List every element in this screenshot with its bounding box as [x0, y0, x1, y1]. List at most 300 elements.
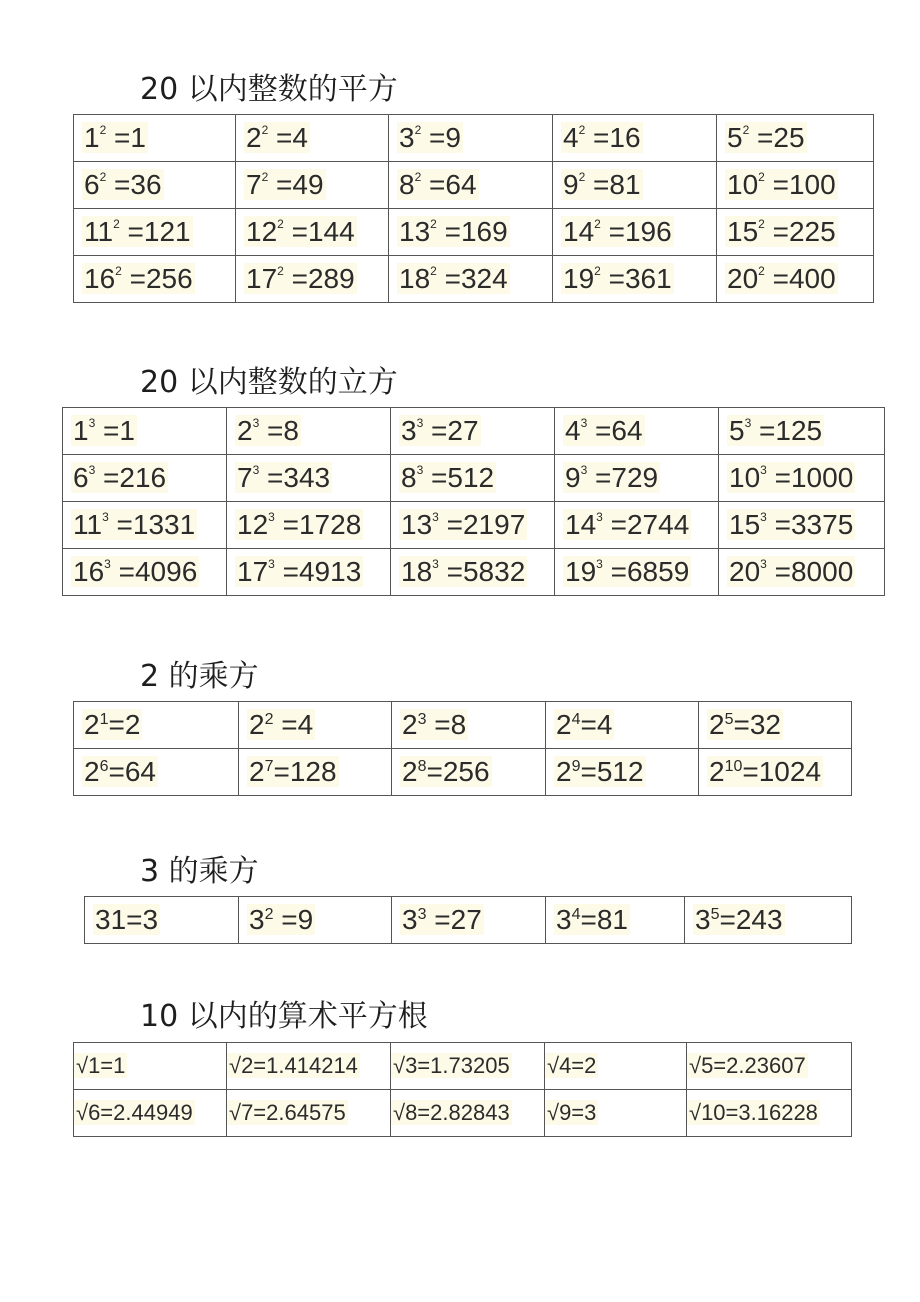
cell-exponent: 3 [104, 557, 111, 571]
cell-value [244, 216, 357, 247]
table-cell [699, 749, 852, 796]
cell-exponent: 3 [88, 463, 96, 477]
cell-result: =2197 [438, 509, 526, 540]
cell-exponent: 2 [594, 264, 601, 278]
cell-exponent: 3 [252, 416, 260, 430]
cell-base: 14 [563, 216, 595, 247]
cell-value [247, 756, 339, 787]
cell-result: =100 [764, 169, 836, 200]
cell-base: 19 [563, 263, 595, 294]
cell-value [563, 556, 691, 587]
table-cell [389, 162, 553, 209]
table-row [74, 256, 874, 303]
cell-value [82, 169, 164, 200]
cell-base: 5 [727, 122, 743, 153]
table-cell [719, 408, 885, 455]
cell-value [391, 1053, 512, 1078]
table-row [74, 1090, 852, 1137]
cell-base: 3 [695, 904, 711, 935]
cell-base: 10 [727, 169, 759, 200]
cell-value [71, 462, 168, 493]
cell-result: =729 [587, 462, 659, 493]
cell-value [693, 904, 785, 935]
table-cell [555, 455, 719, 502]
cell-base: 2 [84, 756, 100, 787]
cell-exponent: 2 [99, 170, 107, 184]
cell-exponent: 2 [264, 711, 274, 728]
cell-value [707, 756, 823, 787]
table-cell [553, 209, 717, 256]
section-title-squares: 20 以内整数的平方 [140, 72, 398, 107]
cell-value [554, 904, 630, 935]
table-cell [63, 502, 227, 549]
cell-value [235, 509, 363, 540]
cell-value [247, 709, 315, 740]
cell-base: √7=2.64575 [229, 1100, 346, 1125]
cell-value [397, 169, 479, 200]
table-cell [685, 897, 852, 944]
cell-base: 2 [246, 122, 262, 153]
cell-value [399, 415, 481, 446]
table-cell [719, 502, 885, 549]
cell-exponent: 3 [88, 416, 96, 430]
cell-value [235, 462, 332, 493]
cell-exponent: 3 [760, 510, 767, 524]
table-cell [555, 549, 719, 596]
cubes-table [62, 407, 885, 596]
cell-result: =1000 [766, 462, 854, 493]
cell-result: =81 [580, 904, 628, 935]
cell-base: 2 [556, 756, 572, 787]
table-cell [553, 162, 717, 209]
cell-result: =400 [764, 263, 836, 294]
table-cell [74, 115, 236, 162]
cell-result: =3375 [766, 509, 854, 540]
cell-value [82, 122, 148, 153]
cell-value [561, 216, 674, 247]
table-cell [391, 1043, 545, 1090]
table-cell [74, 702, 239, 749]
cell-result: =1728 [274, 509, 362, 540]
cell-base: √3=1.73205 [393, 1053, 510, 1078]
cell-result: =1 [106, 122, 146, 153]
cell-base: 4 [563, 122, 579, 153]
cell-base: 7 [246, 169, 262, 200]
cell-result: =4913 [274, 556, 362, 587]
cell-result: =64 [108, 756, 156, 787]
cell-base: 6 [73, 462, 89, 493]
cell-result: =5832 [438, 556, 526, 587]
cell-exponent: 2 [414, 123, 422, 137]
cell-exponent: 3 [760, 557, 767, 571]
table-cell [236, 209, 389, 256]
cell-value [687, 1100, 820, 1125]
cell-result: =32 [733, 709, 781, 740]
cell-value [707, 709, 783, 740]
cell-value [74, 1100, 195, 1125]
cell-exponent: 2 [115, 264, 122, 278]
table-row [74, 209, 874, 256]
cell-value [727, 462, 855, 493]
cell-base: 9 [565, 462, 581, 493]
table-cell [85, 897, 239, 944]
cell-value [71, 509, 197, 540]
cell-base: 20 [727, 263, 759, 294]
table-cell [717, 115, 874, 162]
cell-value [235, 415, 301, 446]
table-cell [545, 1090, 687, 1137]
table-row [74, 162, 874, 209]
cell-value [82, 756, 158, 787]
cell-exponent: 1 [99, 711, 109, 728]
cell-exponent: 2 [578, 123, 586, 137]
cell-value [545, 1053, 598, 1078]
cell-result: =1331 [108, 509, 196, 540]
cell-exponent: 2 [758, 217, 765, 231]
cell-base: 12 [246, 216, 278, 247]
section-title-powers-of-2: 2 的乘方 [140, 659, 259, 694]
cell-result: =361 [600, 263, 672, 294]
cell-value [82, 263, 195, 294]
cell-result: =128 [273, 756, 337, 787]
cell-result: =4096 [110, 556, 198, 587]
cell-exponent: 2 [277, 217, 284, 231]
cell-exponent: 3 [417, 906, 427, 923]
table-cell [546, 897, 685, 944]
cell-base: 15 [727, 216, 759, 247]
cell-base: √1=1 [76, 1053, 126, 1078]
cell-base: 3 [249, 904, 265, 935]
cell-base: 20 [729, 556, 761, 587]
cell-base: 6 [84, 169, 100, 200]
cell-value [727, 415, 824, 446]
table-row [74, 115, 874, 162]
cell-base: 12 [237, 509, 269, 540]
cell-base: 9 [563, 169, 579, 200]
powers-of-3-table [84, 896, 852, 944]
square-roots-table [73, 1042, 852, 1137]
cell-value [247, 904, 315, 935]
table-cell [74, 162, 236, 209]
cell-base: √5=2.23607 [689, 1053, 806, 1078]
table-cell [546, 702, 699, 749]
cell-exponent: 3 [268, 557, 275, 571]
cell-value [563, 415, 645, 446]
cell-value [725, 216, 838, 247]
cell-result: =216 [95, 462, 167, 493]
cell-base: 17 [246, 263, 278, 294]
cell-exponent: 4 [571, 711, 581, 728]
table-cell [391, 408, 555, 455]
cell-exponent: 2 [430, 264, 437, 278]
cell-result: =49 [268, 169, 324, 200]
cell-value [397, 263, 510, 294]
cell-value [400, 709, 468, 740]
table-cell [389, 256, 553, 303]
cell-exponent: 3 [416, 463, 424, 477]
cell-result: =36 [106, 169, 162, 200]
table-cell [555, 408, 719, 455]
cell-exponent: 2 [264, 906, 274, 923]
cell-result: =256 [121, 263, 193, 294]
cell-value [554, 709, 614, 740]
cell-value [727, 509, 855, 540]
table-cell [546, 749, 699, 796]
cell-value [725, 169, 838, 200]
table-cell [227, 455, 391, 502]
cell-exponent: 2 [113, 217, 120, 231]
table-cell [74, 256, 236, 303]
table-cell [392, 749, 546, 796]
cell-value [399, 556, 527, 587]
cell-result: =196 [600, 216, 672, 247]
cell-value [244, 169, 326, 200]
table-cell [236, 256, 389, 303]
cell-result: =4 [273, 709, 314, 740]
cell-base: 2 [402, 756, 418, 787]
cell-base: 3 [402, 904, 418, 935]
cell-exponent: 3 [580, 416, 588, 430]
cell-base: 2 [709, 709, 725, 740]
cell-base: 14 [565, 509, 597, 540]
table-cell [717, 209, 874, 256]
powers-of-2-table [73, 701, 852, 796]
cell-value [561, 169, 643, 200]
cell-base: 2 [709, 756, 725, 787]
cell-base: 7 [237, 462, 253, 493]
cell-value [397, 122, 463, 153]
cell-result: =64 [421, 169, 477, 200]
cell-base: 17 [237, 556, 269, 587]
cell-base: √6=2.44949 [76, 1100, 193, 1125]
cell-result: =9 [273, 904, 314, 935]
cell-exponent: 9 [571, 758, 581, 775]
cell-result: =81 [585, 169, 641, 200]
cell-exponent: 2 [742, 123, 750, 137]
table-cell [227, 1043, 391, 1090]
table-cell [227, 408, 391, 455]
cell-value [244, 122, 310, 153]
cell-base: √8=2.82843 [393, 1100, 510, 1125]
cell-exponent: 5 [710, 906, 720, 923]
cell-result: =27 [426, 904, 482, 935]
table-cell [699, 702, 852, 749]
cell-exponent: 3 [744, 416, 752, 430]
cell-base: 18 [401, 556, 433, 587]
cell-base: 2 [556, 709, 572, 740]
cell-value [391, 1100, 512, 1125]
cell-exponent: 2 [277, 264, 284, 278]
cell-result: =169 [436, 216, 508, 247]
cell-base: 2 [402, 709, 418, 740]
cell-base: 5 [729, 415, 745, 446]
cell-value [687, 1053, 808, 1078]
table-cell [389, 115, 553, 162]
table-cell [687, 1090, 852, 1137]
cell-base: 2 [249, 756, 265, 787]
cell-value [727, 556, 855, 587]
table-cell [391, 502, 555, 549]
cell-value [71, 415, 137, 446]
cell-result: =8000 [766, 556, 854, 587]
cell-result: =1 [95, 415, 135, 446]
cell-exponent: 2 [758, 264, 765, 278]
table-cell [687, 1043, 852, 1090]
cell-exponent: 3 [760, 463, 767, 477]
table-cell [553, 115, 717, 162]
cell-result: =343 [259, 462, 331, 493]
cell-result: =256 [426, 756, 490, 787]
cell-base: 10 [729, 462, 761, 493]
table-cell [63, 549, 227, 596]
cell-result: =225 [764, 216, 836, 247]
cell-exponent: 2 [261, 123, 269, 137]
cell-base: 13 [401, 509, 433, 540]
cell-value [561, 263, 674, 294]
table-cell [227, 549, 391, 596]
cell-exponent: 3 [432, 557, 439, 571]
cell-result: =9 [421, 122, 461, 153]
table-cell [239, 749, 392, 796]
cell-value [74, 1053, 127, 1078]
cell-base: 3 [399, 122, 415, 153]
cell-base: 18 [399, 263, 431, 294]
cell-base: 3 [556, 904, 572, 935]
table-cell [63, 455, 227, 502]
table-row [63, 502, 885, 549]
cell-exponent: 3 [416, 416, 424, 430]
cell-result: =512 [580, 756, 644, 787]
cell-result: =1024 [742, 756, 822, 787]
cell-exponent: 3 [252, 463, 260, 477]
cell-result: =27 [423, 415, 479, 446]
cell-base: 2 [249, 709, 265, 740]
cell-result: =512 [423, 462, 495, 493]
table-row [74, 1043, 852, 1090]
table-cell [239, 702, 392, 749]
cell-exponent: 2 [261, 170, 269, 184]
cell-value [227, 1053, 360, 1078]
cell-base: 11 [84, 216, 114, 247]
cell-value [244, 263, 357, 294]
cell-exponent: 2 [414, 170, 422, 184]
cell-base: 31=3 [95, 904, 159, 935]
cell-value [561, 122, 643, 153]
table-cell [545, 1043, 687, 1090]
cell-exponent: 7 [264, 758, 274, 775]
table-cell [236, 162, 389, 209]
cell-base: 13 [399, 216, 431, 247]
cell-result: =25 [749, 122, 805, 153]
table-cell [63, 408, 227, 455]
cell-exponent: 8 [417, 758, 427, 775]
section-title-cubes: 20 以内整数的立方 [140, 365, 398, 400]
cell-base: √10=3.16228 [689, 1100, 818, 1125]
table-cell [391, 1090, 545, 1137]
cell-result: =16 [585, 122, 641, 153]
cell-result: =2 [108, 709, 141, 740]
table-row [85, 897, 852, 944]
table-cell [389, 209, 553, 256]
cell-value [563, 509, 691, 540]
table-cell [392, 702, 546, 749]
table-cell [74, 1090, 227, 1137]
cell-result: =4 [580, 709, 613, 740]
cell-result: =2744 [602, 509, 690, 540]
table-row [74, 749, 852, 796]
cell-base: 19 [565, 556, 597, 587]
cell-base: 8 [399, 169, 415, 200]
table-cell [717, 162, 874, 209]
cell-base: 1 [84, 122, 100, 153]
cell-value [71, 556, 199, 587]
table-cell [236, 115, 389, 162]
cell-exponent: 2 [594, 217, 601, 231]
cell-value [399, 462, 496, 493]
cell-exponent: 3 [417, 711, 427, 728]
cell-value [227, 1100, 348, 1125]
cell-result: =64 [587, 415, 643, 446]
cell-base: 16 [73, 556, 105, 587]
cell-exponent: 3 [432, 510, 439, 524]
cell-base: √9=3 [547, 1100, 597, 1125]
table-cell [719, 455, 885, 502]
cell-base: 16 [84, 263, 116, 294]
cell-base: 11 [73, 509, 103, 540]
table-cell [553, 256, 717, 303]
table-row [63, 455, 885, 502]
cell-base: 4 [565, 415, 581, 446]
table-cell [719, 549, 885, 596]
table-cell [74, 1043, 227, 1090]
table-cell [392, 897, 546, 944]
cell-value [725, 263, 838, 294]
squares-table [73, 114, 874, 303]
cell-exponent: 3 [268, 510, 275, 524]
cell-result: =324 [436, 263, 508, 294]
table-row [63, 408, 885, 455]
cell-result: =8 [426, 709, 467, 740]
cell-exponent: 3 [596, 510, 603, 524]
cell-value [545, 1100, 598, 1125]
cell-base: √2=1.414214 [229, 1053, 358, 1078]
table-cell [74, 209, 236, 256]
cell-exponent: 2 [430, 217, 437, 231]
cell-exponent: 5 [724, 711, 734, 728]
cell-exponent: 4 [571, 906, 581, 923]
section-title-square-roots: 10 以内的算术平方根 [140, 999, 428, 1034]
cell-result: =144 [283, 216, 355, 247]
cell-value [400, 756, 492, 787]
cell-value [397, 216, 510, 247]
cell-result: =243 [719, 904, 783, 935]
cell-base: 8 [401, 462, 417, 493]
cell-value [93, 904, 160, 935]
cell-value [554, 756, 646, 787]
table-cell [74, 749, 239, 796]
cell-base: 2 [84, 709, 100, 740]
cell-value [82, 216, 193, 247]
cell-exponent: 2 [99, 123, 107, 137]
table-cell [555, 502, 719, 549]
cell-value [82, 709, 142, 740]
cell-base: 15 [729, 509, 761, 540]
cell-value [399, 509, 527, 540]
cell-result: =289 [283, 263, 355, 294]
cell-result: =8 [259, 415, 299, 446]
table-cell [391, 549, 555, 596]
cell-result: =121 [119, 216, 191, 247]
